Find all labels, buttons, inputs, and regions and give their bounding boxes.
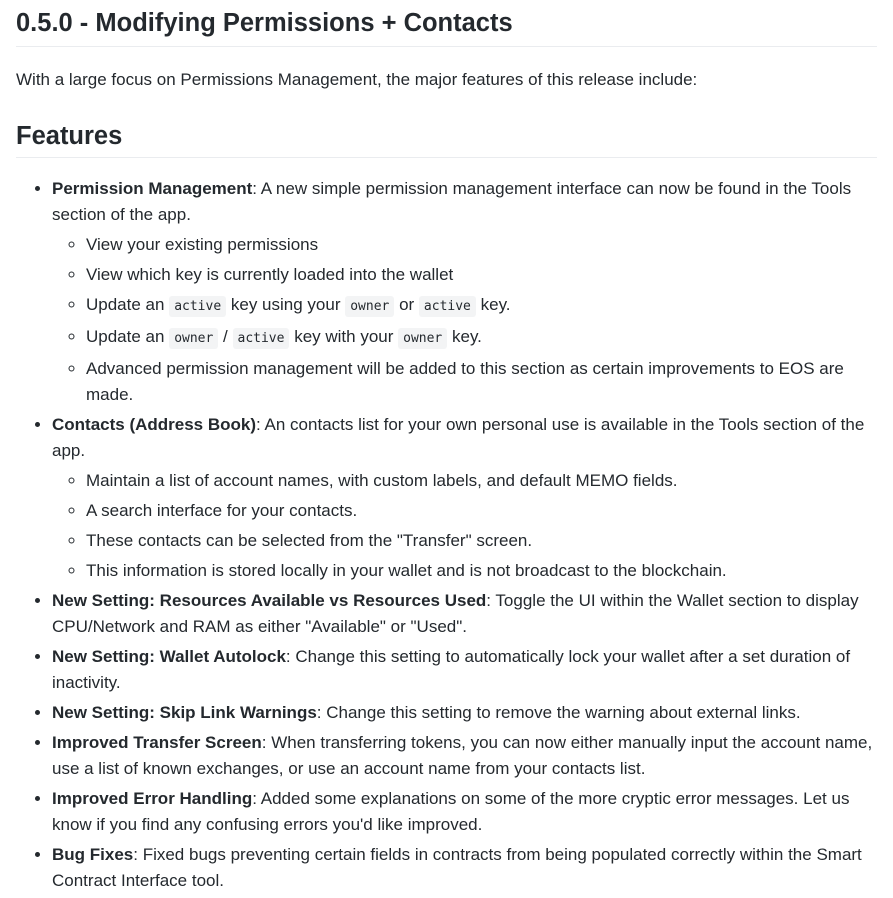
feature-label: Improved Transfer Screen <box>52 733 262 752</box>
sub-item: ◦ This information is stored locally in your wallet and is not broadcast to the blockchain. <box>86 558 877 584</box>
feature-permission-management <box>52 176 877 408</box>
feature-description: : Fixed bugs preventing certain fields in contracts from being populated correctly within the Smart Contract Interface tool. <box>52 845 862 890</box>
feature-label: New Setting: Skip Link Warnings <box>52 703 317 722</box>
feature-description: : Toggle the UI within the Wallet section to display CPU/Network and RAM as either "Available" or "Used". <box>52 591 859 636</box>
text: or <box>394 295 419 314</box>
intro-text: With a large focus on Permissions Management, the major features of this release include: <box>16 70 698 89</box>
text: key with your <box>289 327 399 346</box>
feature-contacts <box>52 412 877 584</box>
sub-item <box>86 324 877 352</box>
feature-label: New Setting: Resources Available vs Resources Used <box>52 591 487 610</box>
feature-description: : Added some explanations on some of the more cryptic error messages. Let us know if you find any confusing errors you'd like improved. <box>52 789 850 834</box>
text: / <box>218 327 233 346</box>
feature-label: Bug Fixes <box>52 845 134 864</box>
code-owner: owner <box>398 328 447 349</box>
feature-error-handling <box>52 786 877 838</box>
text: key. <box>447 327 482 346</box>
sub-item: ◦ A search interface for your contacts. <box>86 498 877 524</box>
feature-description: : An contacts list for your own personal use is available in the Tools section of the app. <box>52 415 865 460</box>
feature-description: : When transferring tokens, you can now either manually input the account name, use a list of known exchanges, or use an account name from your contacts list. <box>52 733 873 778</box>
sub-item: ◦ View which key is currently loaded into the wallet <box>86 262 877 288</box>
features-heading: Features <box>16 121 877 158</box>
feature-description: : A new simple permission management interface can now be found in the Tools section of the app. <box>52 179 852 224</box>
features-list <box>16 176 877 894</box>
sub-item: ◦ Advanced permission management will be added to this section as certain improvements to EOS are made. <box>86 356 877 408</box>
feature-description: : Change this setting to remove the warning about external links. <box>316 703 801 722</box>
text: key. <box>475 295 511 314</box>
sub-list <box>52 232 877 408</box>
feature-transfer-screen <box>52 730 877 782</box>
text: Update an <box>86 327 170 346</box>
code-active: active <box>419 296 476 317</box>
feature-skip-link-setting <box>52 700 877 726</box>
feature-bug-fixes <box>52 842 877 894</box>
feature-label: Permission Management <box>52 179 253 198</box>
sub-item: ◦ Maintain a list of account names, with custom labels, and default MEMO fields. <box>86 468 877 494</box>
sub-item <box>86 292 877 320</box>
text: Update an <box>86 295 170 314</box>
sub-item: ◦ View your existing permissions <box>86 232 877 258</box>
text: key using your <box>226 295 346 314</box>
feature-description: : Change this setting to automatically lock your wallet after a set duration of inactivity. <box>52 647 851 692</box>
feature-autolock-setting <box>52 644 877 696</box>
code-owner: owner <box>169 328 218 349</box>
feature-resources-setting <box>52 588 877 640</box>
sub-item: ◦ These contacts can be selected from the "Transfer" screen. <box>86 528 877 554</box>
feature-label: Contacts (Address Book) <box>52 415 257 434</box>
feature-label: New Setting: Wallet Autolock <box>52 647 286 666</box>
sub-list <box>52 468 877 584</box>
code-active: active <box>233 328 290 349</box>
code-active: active <box>169 296 226 317</box>
code-owner: owner <box>345 296 394 317</box>
release-title: 0.5.0 - Modifying Permissions + Contacts <box>16 0 877 47</box>
feature-label: Improved Error Handling <box>52 789 253 808</box>
